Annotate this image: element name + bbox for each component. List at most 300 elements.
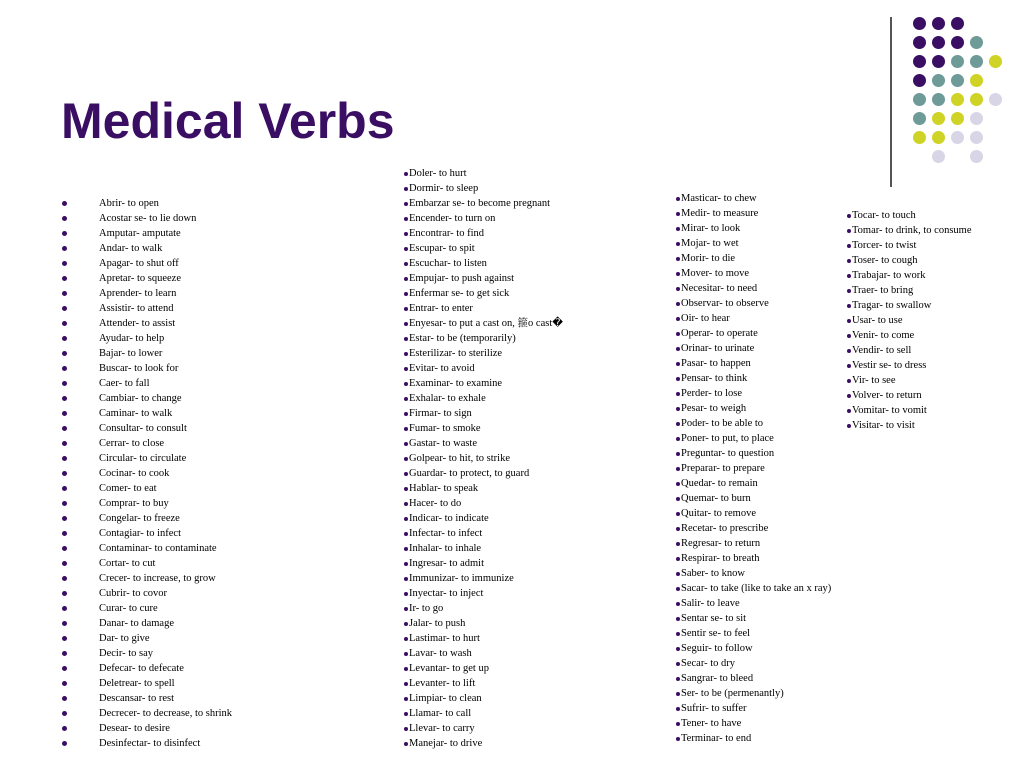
bullet-icon	[676, 542, 680, 546]
verb-text: Quemar- to burn	[681, 493, 751, 504]
verb-item	[404, 406, 563, 421]
verb-text: Contaminar- to contaminate	[99, 543, 217, 554]
verb-text: Visitar- to visit	[852, 420, 915, 431]
bullet-icon	[676, 632, 680, 636]
verb-text: Entrar- to enter	[409, 303, 473, 314]
verb-item	[62, 496, 232, 511]
verb-text: Tomar- to drink, to consume	[852, 225, 972, 236]
verb-text: Escupar- to spit	[409, 243, 475, 254]
verb-text: Mirar- to look	[681, 223, 741, 234]
verb-item	[404, 616, 563, 631]
bullet-icon	[676, 422, 680, 426]
bullet-icon	[62, 516, 67, 521]
bullet-icon	[847, 334, 851, 338]
bullet-icon	[62, 531, 67, 536]
verb-item	[62, 601, 232, 616]
verb-item	[676, 371, 831, 386]
decorative-dot-icon	[970, 112, 983, 125]
verb-item	[62, 676, 232, 691]
verb-column-4	[847, 208, 972, 433]
verb-text: Hacer- to do	[409, 498, 462, 509]
decorative-dot-icon	[970, 74, 983, 87]
verb-text: Oir- to hear	[681, 313, 730, 324]
verb-text: Levanter- to lift	[409, 678, 476, 689]
verb-text: Comprar- to buy	[99, 498, 169, 509]
bullet-icon	[847, 394, 851, 398]
slide-title: Medical Verbs	[61, 93, 395, 149]
bullet-icon	[404, 262, 408, 266]
decorative-dot-icon	[951, 17, 964, 30]
verb-column-1	[62, 196, 232, 751]
bullet-icon	[676, 677, 680, 681]
decorative-dot-icon	[932, 17, 945, 30]
decorative-dot-icon	[913, 17, 926, 30]
verb-text: Defecar- to defecate	[99, 663, 184, 674]
verb-text: Volver- to return	[852, 390, 922, 401]
bullet-icon	[676, 377, 680, 381]
verb-item	[62, 526, 232, 541]
verb-text: Tragar- to swallow	[852, 300, 932, 311]
verb-item	[404, 226, 563, 241]
bullet-icon	[404, 472, 408, 476]
bullet-icon	[404, 412, 408, 416]
bullet-icon	[847, 319, 851, 323]
verb-text: Terminar- to end	[681, 733, 752, 744]
verb-item	[404, 346, 563, 361]
verb-item	[847, 268, 972, 283]
verb-item	[62, 436, 232, 451]
bullet-icon	[404, 607, 408, 611]
verb-item	[847, 328, 972, 343]
verb-item	[847, 313, 972, 328]
verb-item	[404, 271, 563, 286]
verb-item	[404, 376, 563, 391]
bullet-icon	[62, 396, 67, 401]
verb-text: Encender- to turn on	[409, 213, 496, 224]
bullet-icon	[404, 367, 408, 371]
verb-text: Golpear- to hit, to strike	[409, 453, 510, 464]
verb-text: Salir- to leave	[681, 598, 740, 609]
bullet-icon	[404, 337, 408, 341]
bullet-icon	[676, 527, 680, 531]
bullet-icon	[62, 216, 67, 221]
verb-item	[404, 676, 563, 691]
verb-text: Sentar se- to sit	[681, 613, 747, 624]
decorative-dot-icon	[951, 36, 964, 49]
verb-item	[62, 511, 232, 526]
verb-text: Tener- to have	[681, 718, 742, 729]
verb-item	[62, 556, 232, 571]
verb-item	[676, 311, 831, 326]
bullet-icon	[676, 602, 680, 606]
bullet-icon	[62, 261, 67, 266]
decorative-dot-icon	[951, 74, 964, 87]
verb-item	[676, 521, 831, 536]
verb-item	[676, 461, 831, 476]
decorative-dot-icon	[989, 55, 1002, 68]
verb-text: Empujar- to push against	[409, 273, 515, 284]
verb-text: Ir- to go	[409, 603, 444, 614]
verb-text: Hablar- to speak	[409, 483, 479, 494]
bullet-icon	[62, 696, 67, 701]
bullet-icon	[404, 667, 408, 671]
verb-item	[676, 416, 831, 431]
verb-text: Inhalar- to inhale	[409, 543, 482, 554]
decorative-dot-icon	[932, 131, 945, 144]
bullet-icon	[404, 682, 408, 686]
bullet-icon	[404, 292, 408, 296]
verb-text: Assistir- to attend	[99, 303, 174, 314]
verb-text: Dormir- to sleep	[409, 183, 479, 194]
verb-item	[62, 421, 232, 436]
bullet-icon	[404, 397, 408, 401]
decorative-dot-icon	[913, 55, 926, 68]
verb-text: Consultar- to consult	[99, 423, 187, 434]
bullet-icon	[404, 307, 408, 311]
verb-item	[62, 721, 232, 736]
verb-item	[676, 221, 831, 236]
verb-item	[404, 541, 563, 556]
verb-text: Descansar- to rest	[99, 693, 175, 704]
bullet-icon	[676, 707, 680, 711]
verb-item	[62, 271, 232, 286]
verb-item	[676, 701, 831, 716]
verb-item	[404, 526, 563, 541]
verb-text: Usar- to use	[852, 315, 903, 326]
verb-item	[62, 661, 232, 676]
verb-item	[676, 566, 831, 581]
verb-text: Fumar- to smoke	[409, 423, 481, 434]
verb-text: Mojar- to wet	[681, 238, 739, 249]
verb-text: Mover- to move	[681, 268, 750, 279]
verb-item	[847, 298, 972, 313]
bullet-icon	[676, 287, 680, 291]
bullet-icon	[847, 349, 851, 353]
verb-text: Exhalar- to exhale	[409, 393, 486, 404]
verb-item	[404, 631, 563, 646]
bullet-icon	[62, 471, 67, 476]
bullet-icon	[676, 212, 680, 216]
verb-text: Cambiar- to change	[99, 393, 182, 404]
verb-text: Congelar- to freeze	[99, 513, 180, 524]
bullet-icon	[404, 382, 408, 386]
bullet-icon	[404, 322, 408, 326]
verb-item	[404, 736, 563, 751]
verb-text: Deletrear- to spell	[99, 678, 175, 689]
bullet-icon	[404, 502, 408, 506]
verb-item	[62, 376, 232, 391]
bullet-icon	[62, 426, 67, 431]
verb-text: Pesar- to weigh	[681, 403, 747, 414]
verb-text: Indicar- to indicate	[409, 513, 489, 524]
verb-item	[62, 646, 232, 661]
bullet-icon	[404, 742, 408, 746]
bullet-icon	[404, 637, 408, 641]
verb-item	[404, 601, 563, 616]
bullet-icon	[62, 606, 67, 611]
bullet-icon	[676, 227, 680, 231]
verb-item	[676, 506, 831, 521]
verb-text: Contagiar- to infect	[99, 528, 182, 539]
verb-text: Curar- to cure	[99, 603, 158, 614]
decorative-dot-icon	[970, 36, 983, 49]
verb-text: Doler- to hurt	[409, 168, 467, 179]
bullet-icon	[62, 366, 67, 371]
decorative-dot-icon	[932, 36, 945, 49]
decorative-dot-icon	[913, 74, 926, 87]
verb-text: Aprender- to learn	[99, 288, 177, 299]
verb-item	[676, 296, 831, 311]
decorative-dot-icon	[951, 93, 964, 106]
verb-text: Acostar se- to lie down	[99, 213, 197, 224]
verb-item	[404, 571, 563, 586]
bullet-icon	[62, 486, 67, 491]
bullet-icon	[62, 561, 67, 566]
verb-text: Decrecer- to decrease, to shrink	[99, 708, 233, 719]
verb-item	[62, 706, 232, 721]
verb-item	[62, 256, 232, 271]
bullet-icon	[62, 726, 67, 731]
verb-text: Ser- to be (permenantly)	[681, 688, 784, 699]
verb-text: Poner- to put, to place	[681, 433, 774, 444]
verb-text: Inyectar- to inject	[409, 588, 484, 599]
verb-item	[62, 466, 232, 481]
verb-text: Desear- to desire	[99, 723, 170, 734]
verb-text: Vestir se- to dress	[852, 360, 927, 371]
verb-text: Gastar- to waste	[409, 438, 478, 449]
verb-text: Sentir se- to feel	[681, 628, 751, 639]
verb-item	[676, 716, 831, 731]
verb-text: Ayudar- to help	[99, 333, 165, 344]
verb-text: Perder- to lose	[681, 388, 743, 399]
bullet-icon	[847, 229, 851, 233]
verb-text: Infectar- to infect	[409, 528, 483, 539]
verb-item	[404, 166, 563, 181]
verb-item	[404, 481, 563, 496]
bullet-icon	[62, 336, 67, 341]
decorative-dot-icon	[989, 93, 1002, 106]
bullet-icon	[62, 666, 67, 671]
verb-column-2	[404, 166, 563, 751]
verb-text: Llevar- to carry	[409, 723, 475, 734]
verb-item	[676, 206, 831, 221]
verb-text: Regresar- to return	[681, 538, 761, 549]
verb-text: Lastimar- to hurt	[409, 633, 480, 644]
verb-item	[676, 551, 831, 566]
bullet-icon	[676, 512, 680, 516]
bullet-icon	[62, 411, 67, 416]
bullet-icon	[676, 662, 680, 666]
bullet-icon	[676, 332, 680, 336]
verb-text: Examinar- to examine	[409, 378, 503, 389]
verb-text: Vomitar- to vomit	[852, 405, 927, 416]
verb-text: Recetar- to prescribe	[681, 523, 769, 534]
verb-item	[62, 541, 232, 556]
bullet-icon	[62, 201, 67, 206]
verb-item	[676, 191, 831, 206]
verb-text: Pensar- to think	[681, 373, 748, 384]
verb-text: Limpiar- to clean	[409, 693, 482, 704]
verb-text: Abrir- to open	[99, 198, 159, 209]
verb-text: Preparar- to prepare	[681, 463, 765, 474]
verb-item	[847, 253, 972, 268]
verb-text: Llamar- to call	[409, 708, 472, 719]
verb-text: Jalar- to push	[409, 618, 466, 629]
verb-text: Esterilizar- to sterilize	[409, 348, 503, 359]
bullet-icon	[404, 547, 408, 551]
verb-item	[676, 641, 831, 656]
bullet-icon	[62, 681, 67, 686]
verb-text: Enfermar se- to get sick	[409, 288, 510, 299]
verb-item	[847, 373, 972, 388]
bullet-icon	[847, 364, 851, 368]
verb-item	[847, 343, 972, 358]
verb-text: Attender- to assist	[99, 318, 176, 329]
verb-text: Immunizar- to immunize	[409, 573, 514, 584]
bullet-icon	[676, 467, 680, 471]
verb-item	[676, 236, 831, 251]
verb-item	[676, 686, 831, 701]
verb-item	[404, 586, 563, 601]
verb-text: Enyesar- to put a cast on, 箍o cast�	[409, 318, 564, 329]
decorative-dot-icon	[970, 150, 983, 163]
verb-item	[404, 691, 563, 706]
verb-item	[62, 406, 232, 421]
verb-item	[847, 388, 972, 403]
decorative-dot-icon	[951, 55, 964, 68]
verb-item	[404, 256, 563, 271]
verb-text: Saber- to know	[681, 568, 745, 579]
bullet-icon	[676, 722, 680, 726]
verb-text: Observar- to observe	[681, 298, 769, 309]
bullet-icon	[676, 317, 680, 321]
bullet-icon	[676, 362, 680, 366]
decorative-dot-icon	[913, 131, 926, 144]
verb-item	[404, 361, 563, 376]
decorative-dot-icon	[951, 131, 964, 144]
verb-item	[404, 241, 563, 256]
decorative-dot-icon	[932, 55, 945, 68]
verb-text: Firmar- to sign	[409, 408, 472, 419]
bullet-icon	[62, 576, 67, 581]
verb-item	[62, 301, 232, 316]
verb-item	[404, 706, 563, 721]
bullet-icon	[676, 392, 680, 396]
verb-text: Guardar- to protect, to guard	[409, 468, 530, 479]
verb-text: Vendir- to sell	[852, 345, 912, 356]
verb-item	[404, 451, 563, 466]
verb-text: Sangrar- to bleed	[681, 673, 754, 684]
verb-text: Respirar- to breath	[681, 553, 760, 564]
verb-item	[404, 331, 563, 346]
verb-item	[404, 391, 563, 406]
verb-item	[62, 316, 232, 331]
verb-item	[676, 356, 831, 371]
bullet-icon	[62, 591, 67, 596]
bullet-icon	[62, 246, 67, 251]
bullet-icon	[676, 617, 680, 621]
decorative-dot-icon	[913, 36, 926, 49]
verb-item	[62, 331, 232, 346]
bullet-icon	[676, 572, 680, 576]
bullet-icon	[676, 737, 680, 741]
verb-item	[404, 196, 563, 211]
verb-item	[676, 536, 831, 551]
verb-item	[676, 251, 831, 266]
verb-item	[676, 491, 831, 506]
verb-item	[676, 656, 831, 671]
verb-item	[404, 646, 563, 661]
verb-item	[676, 581, 831, 596]
verb-text: Poder- to be able to	[681, 418, 764, 429]
verb-item	[62, 241, 232, 256]
verb-item	[62, 226, 232, 241]
verb-text: Encontrar- to find	[409, 228, 485, 239]
bullet-icon	[676, 347, 680, 351]
bullet-icon	[404, 532, 408, 536]
verb-item	[62, 631, 232, 646]
bullet-icon	[404, 427, 408, 431]
verb-item	[62, 616, 232, 631]
bullet-icon	[404, 622, 408, 626]
bullet-icon	[404, 247, 408, 251]
bullet-icon	[62, 351, 67, 356]
verb-item	[847, 238, 972, 253]
bullet-icon	[676, 302, 680, 306]
decorative-dot-icon	[913, 93, 926, 106]
verb-text: Torcer- to twist	[852, 240, 917, 251]
verb-item	[62, 346, 232, 361]
verb-text: Cortar- to cut	[99, 558, 156, 569]
bullet-icon	[404, 727, 408, 731]
verb-text: Danar- to damage	[99, 618, 175, 629]
verb-text: Masticar- to chew	[681, 193, 757, 204]
bullet-icon	[847, 214, 851, 218]
bullet-icon	[62, 306, 67, 311]
verb-text: Lavar- to wash	[409, 648, 472, 659]
verb-item	[404, 466, 563, 481]
verb-item	[676, 596, 831, 611]
bullet-icon	[404, 187, 408, 191]
bullet-icon	[676, 557, 680, 561]
bullet-icon	[404, 442, 408, 446]
bullet-icon	[676, 257, 680, 261]
verb-item	[676, 326, 831, 341]
bullet-icon	[404, 172, 408, 176]
verb-item	[404, 316, 563, 331]
verb-text: Ingresar- to admit	[409, 558, 485, 569]
verb-item	[404, 721, 563, 736]
verb-text: Seguir- to follow	[681, 643, 753, 654]
verb-text: Quedar- to remain	[681, 478, 758, 489]
verb-text: Morir- to die	[681, 253, 736, 264]
verb-text: Decir- to say	[99, 648, 154, 659]
bullet-icon	[847, 424, 851, 428]
verb-text: Desinfectar- to disinfect	[99, 738, 201, 749]
verb-text: Preguntar- to question	[681, 448, 775, 459]
decorative-dot-icon	[932, 150, 945, 163]
verb-item	[676, 671, 831, 686]
verb-text: Caer- to fall	[99, 378, 150, 389]
verb-text: Manejar- to drive	[409, 738, 483, 749]
verb-text: Cubrir- to covor	[99, 588, 168, 599]
decorative-dot-icon	[970, 55, 983, 68]
bullet-icon	[62, 456, 67, 461]
bullet-icon	[847, 259, 851, 263]
verb-text: Cerrar- to close	[99, 438, 165, 449]
verb-text: Embarzar se- to become pregnant	[409, 198, 551, 209]
verb-text: Comer- to eat	[99, 483, 157, 494]
